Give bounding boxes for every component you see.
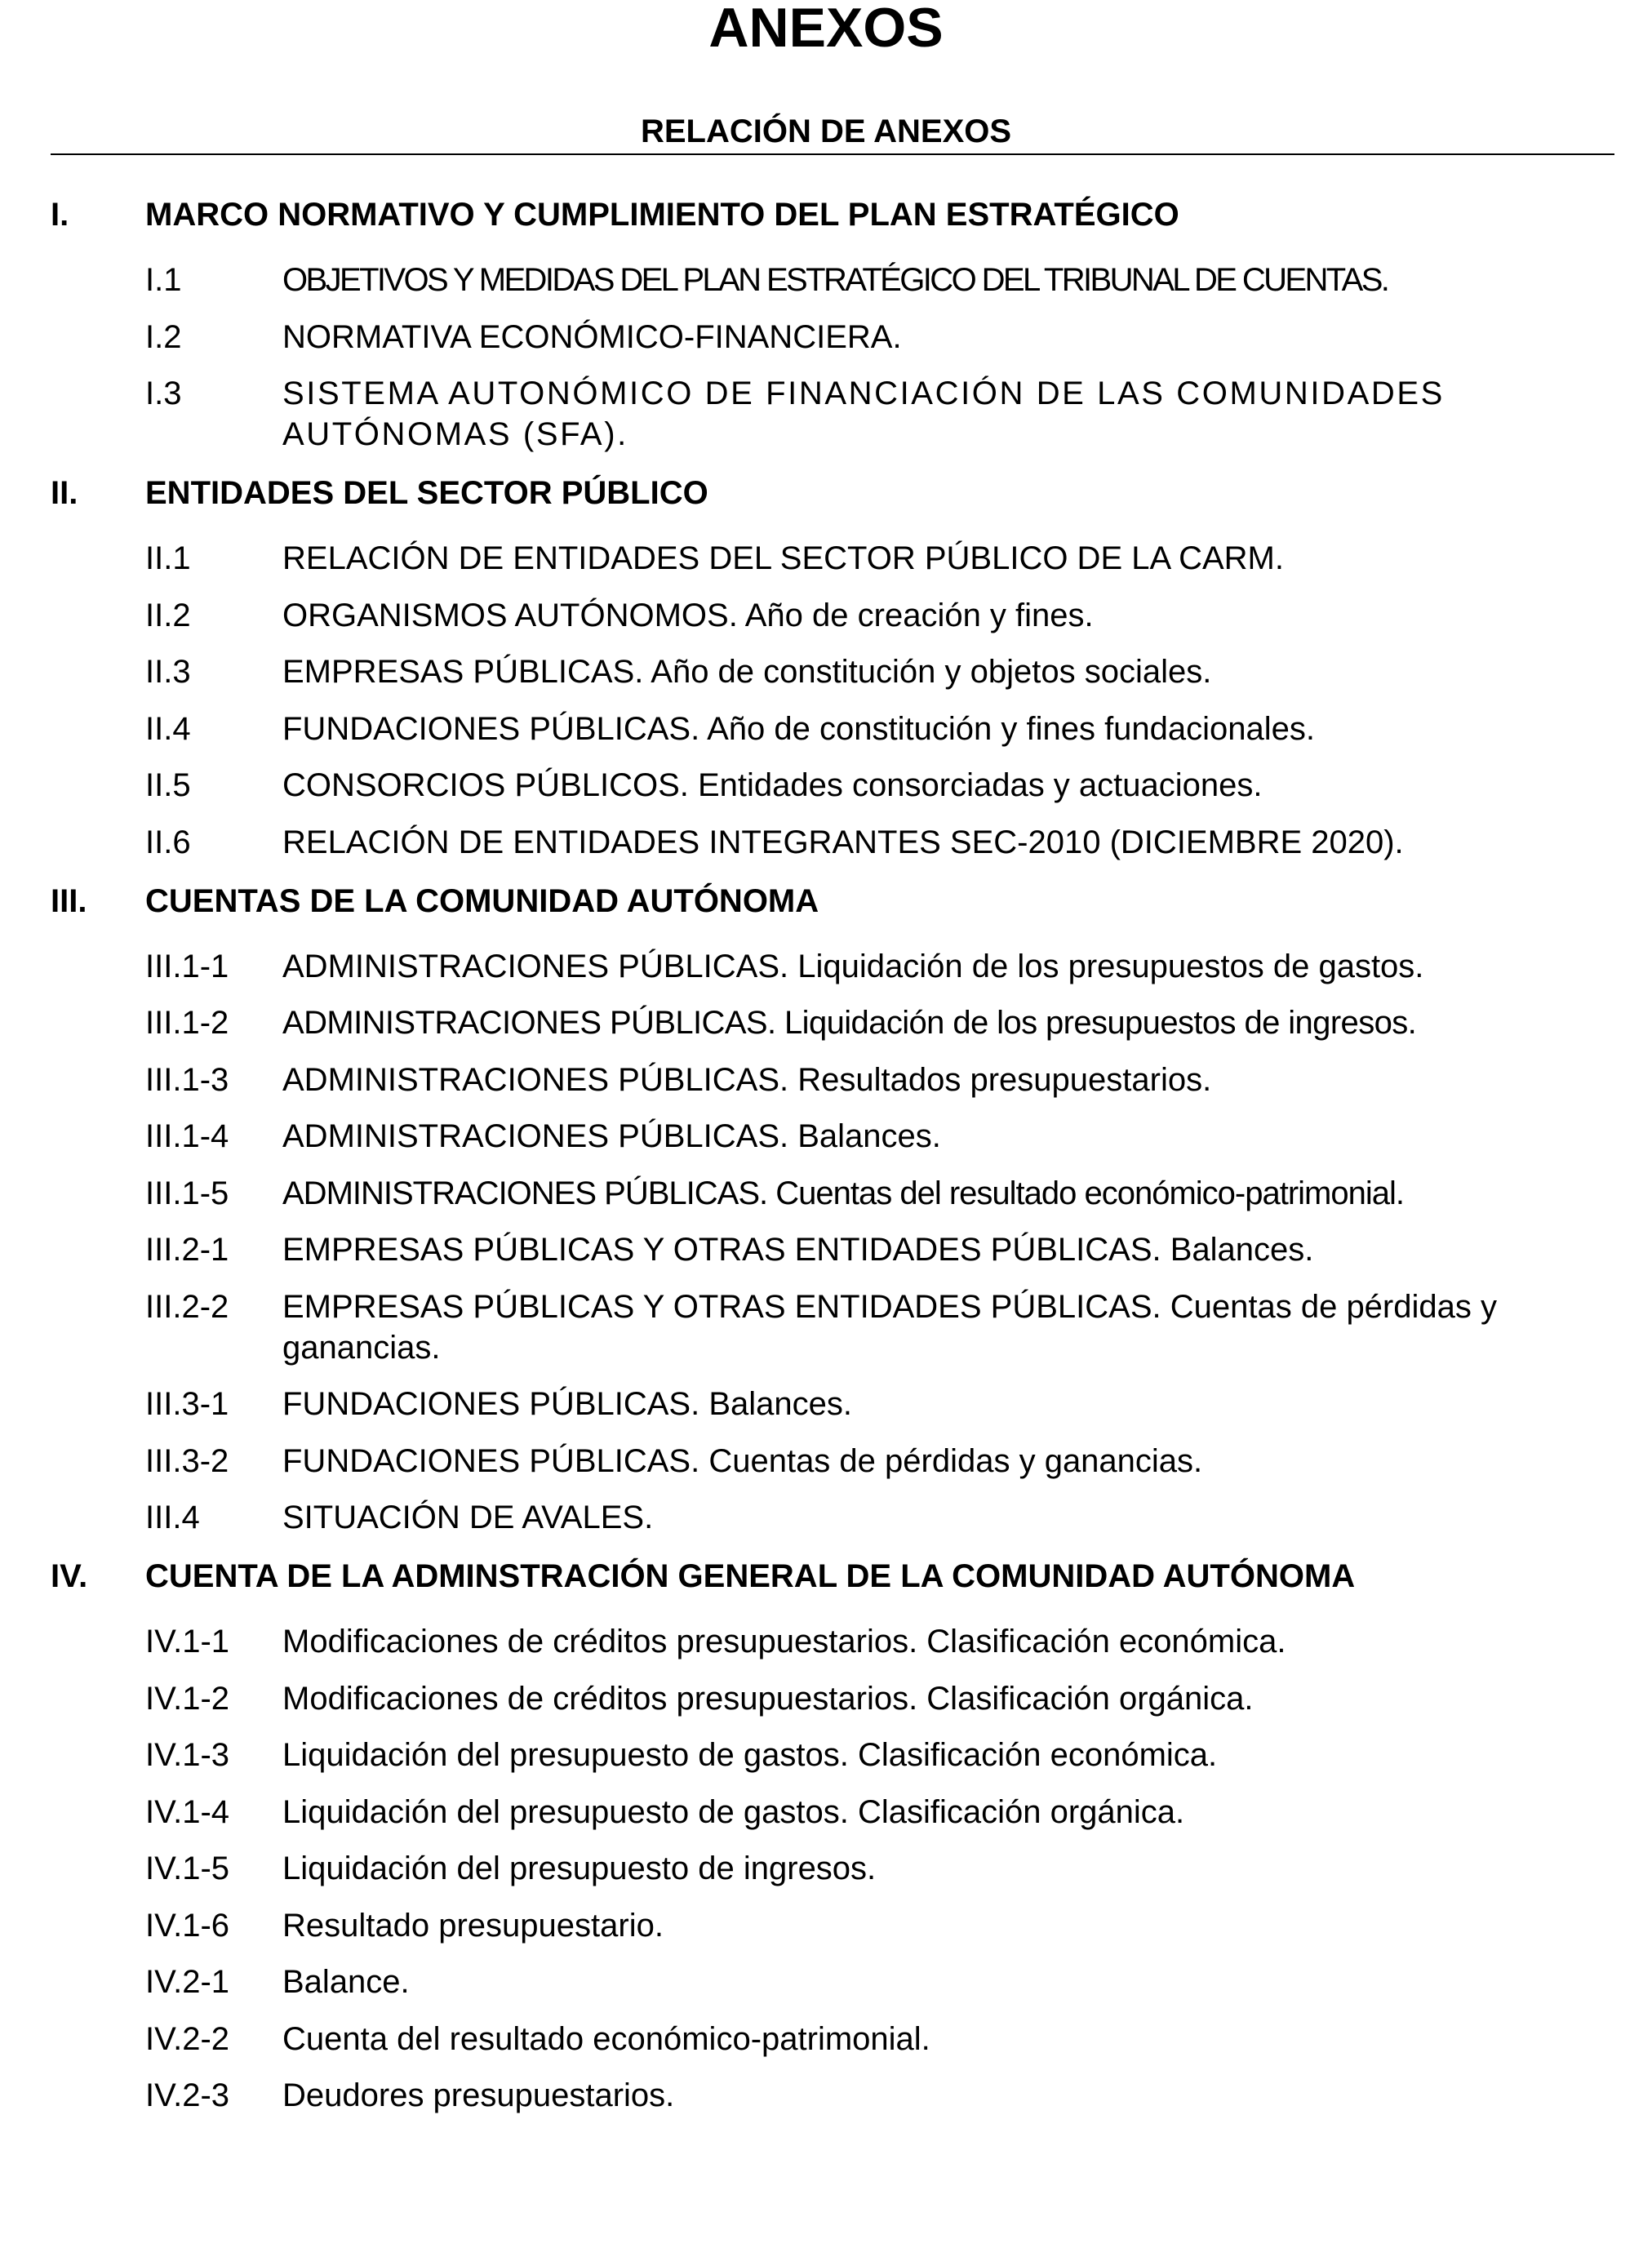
- item-text: RELACIÓN DE ENTIDADES DEL SECTOR PÚBLICO DE LA CARM.: [282, 540, 1284, 576]
- list-item: [145, 1116, 1614, 1157]
- item-code: III.1-3: [145, 1061, 229, 1098]
- item-text: FUNDACIONES PÚBLICAS. Año de constitución y fines fundacionales.: [282, 710, 1316, 747]
- item-code: IV.1-2: [145, 1680, 230, 1717]
- item-text: OBJETIVOS Y MEDIDAS DEL PLAN ESTRATÉGICO DEL TRIBUNAL DE CUENTAS.: [282, 262, 1388, 298]
- item-text: EMPRESAS PÚBLICAS. Año de constitución y objetos sociales.: [282, 654, 1212, 690]
- section-title: ENTIDADES DEL SECTOR PÚBLICO: [145, 475, 708, 511]
- item-text: SITUACIÓN DE AVALES.: [282, 1500, 654, 1535]
- section-iv: [51, 1556, 1614, 2116]
- section-heading: [51, 194, 1614, 235]
- section-heading: [51, 1556, 1614, 1597]
- item-text: Balance.: [282, 1964, 410, 2000]
- item-code: II.1: [145, 540, 191, 576]
- item-code: IV.2-3: [145, 2077, 230, 2113]
- item-text: Resultado presupuestario.: [282, 1907, 664, 1944]
- section-title: CUENTAS DE LA COMUNIDAD AUTÓNOMA: [145, 882, 819, 919]
- item-text: Modificaciones de créditos presupuestarios. Clasificación orgánica.: [282, 1680, 1254, 1717]
- section-number: II.: [51, 475, 78, 511]
- item-text: ADMINISTRACIONES PÚBLICAS. Cuentas del resultado económico-patrimonial.: [282, 1175, 1404, 1211]
- item-code: III.1-4: [145, 1118, 229, 1154]
- list-item: [145, 595, 1614, 636]
- item-code: IV.1-3: [145, 1737, 230, 1773]
- item-code: III.3-2: [145, 1442, 229, 1479]
- page-title: ANEXOS: [708, 0, 944, 59]
- item-text: CONSORCIOS PÚBLICOS. Entidades consorciadas y actuaciones.: [282, 767, 1263, 803]
- section-number: IV.: [51, 1558, 88, 1594]
- list-item: [145, 1002, 1614, 1043]
- item-text: FUNDACIONES PÚBLICAS. Balances.: [282, 1386, 852, 1422]
- list-item: [145, 651, 1614, 692]
- item-code: IV.2-2: [145, 2020, 230, 2057]
- item-code: II.3: [145, 654, 191, 690]
- item-text: ADMINISTRACIONES PÚBLICAS. Balances.: [282, 1118, 941, 1154]
- item-text: ADMINISTRACIONES PÚBLICAS. Liquidación de los presupuestos de gastos.: [282, 948, 1424, 984]
- item-code: III.1-1: [145, 948, 229, 984]
- list-item: [145, 317, 1614, 358]
- section-ii: [51, 473, 1614, 863]
- list-item: [145, 822, 1614, 863]
- list-item: [145, 1384, 1614, 1424]
- section-heading: [51, 473, 1614, 513]
- list-item: [145, 1229, 1614, 1270]
- list-item: [145, 1905, 1614, 1946]
- item-text: ADMINISTRACIONES PÚBLICAS. Resultados presupuestarios.: [282, 1061, 1212, 1098]
- list-item: [145, 538, 1614, 579]
- item-text: Cuenta del resultado económico-patrimonial.: [282, 2020, 930, 2057]
- section-title: MARCO NORMATIVO Y CUMPLIMIENTO DEL PLAN ESTRATÉGICO: [145, 197, 1179, 233]
- list-item: [145, 1792, 1614, 1833]
- item-text: Liquidación del presupuesto de ingresos.: [282, 1851, 877, 1886]
- section-items: [145, 946, 1614, 1539]
- section-number: III.: [51, 882, 87, 919]
- item-code: II.4: [145, 710, 191, 747]
- item-code: III.2-2: [145, 1288, 229, 1325]
- item-code: III.1-2: [145, 1005, 229, 1041]
- title-divider: [51, 153, 1614, 155]
- item-code: III.3-1: [145, 1386, 229, 1422]
- section-heading: [51, 881, 1614, 922]
- item-code: IV.1-5: [145, 1851, 230, 1886]
- item-text: NORMATIVA ECONÓMICO-FINANCIERA.: [282, 318, 902, 355]
- section-items: [145, 260, 1614, 455]
- list-item: [145, 709, 1614, 749]
- item-text: ORGANISMOS AUTÓNOMOS. Año de creación y fines.: [282, 597, 1094, 633]
- list-item: [145, 1848, 1614, 1889]
- section-i: [51, 194, 1614, 455]
- list-item: [145, 2019, 1614, 2059]
- item-code: IV.1-4: [145, 1793, 230, 1830]
- list-item: [145, 2075, 1614, 2116]
- item-code: II.6: [145, 824, 191, 860]
- item-text: Liquidación del presupuesto de gastos. Clasificación orgánica.: [282, 1793, 1185, 1830]
- item-text: RELACIÓN DE ENTIDADES INTEGRANTES SEC-2010 (DICIEMBRE 2020).: [282, 824, 1404, 860]
- item-text: EMPRESAS PÚBLICAS Y OTRAS ENTIDADES PÚBLICAS. Cuentas de pérdidas y ganancias.: [282, 1288, 1497, 1366]
- item-code: I.2: [145, 318, 182, 355]
- list-item: [145, 1678, 1614, 1719]
- section-items: [145, 538, 1614, 863]
- item-text: EMPRESAS PÚBLICAS Y OTRAS ENTIDADES PÚBLICAS. Balances.: [282, 1232, 1314, 1268]
- item-code: III.2-1: [145, 1232, 229, 1268]
- item-code: III.1-5: [145, 1175, 229, 1211]
- list-item: [145, 1286, 1614, 1368]
- item-code: II.2: [145, 597, 191, 633]
- section-items: [145, 1621, 1614, 2116]
- list-item: [145, 260, 1614, 300]
- list-item: [145, 1735, 1614, 1775]
- list-item: [145, 765, 1614, 806]
- list-item: [145, 1962, 1614, 2002]
- list-item: [145, 946, 1614, 987]
- list-item: [145, 1441, 1614, 1482]
- list-item: [145, 1173, 1614, 1214]
- item-code: I.1: [145, 262, 182, 298]
- page-subtitle: RELACIÓN DE ANEXOS: [640, 113, 1012, 149]
- item-code: IV.1-1: [145, 1624, 230, 1660]
- annex-list: [51, 194, 1614, 2134]
- list-item: [145, 1621, 1614, 1662]
- list-item: [145, 373, 1614, 455]
- section-title: CUENTA DE LA ADMINSTRACIÓN GENERAL DE LA COMUNIDAD AUTÓNOMA: [145, 1558, 1356, 1594]
- item-text: ADMINISTRACIONES PÚBLICAS. Liquidación de los presupuestos de ingresos.: [282, 1005, 1417, 1041]
- item-text: Liquidación del presupuesto de gastos. Clasificación económica.: [282, 1737, 1218, 1773]
- item-code: III.4: [145, 1500, 200, 1535]
- list-item: [145, 1060, 1614, 1100]
- item-text: Deudores presupuestarios.: [282, 2077, 675, 2113]
- list-item: [145, 1497, 1614, 1538]
- item-text: FUNDACIONES PÚBLICAS. Cuentas de pérdidas y ganancias.: [282, 1442, 1203, 1479]
- item-text: Modificaciones de créditos presupuestarios. Clasificación económica.: [282, 1624, 1286, 1660]
- item-code: IV.2-1: [145, 1964, 230, 2000]
- item-code: I.3: [145, 375, 182, 411]
- item-code: II.5: [145, 767, 191, 803]
- section-number: I.: [51, 197, 69, 233]
- section-iii: [51, 881, 1614, 1539]
- item-code: IV.1-6: [145, 1907, 230, 1944]
- item-text: SISTEMA AUTONÓMICO DE FINANCIACIÓN DE LAS COMUNIDADES AUTÓNOMAS (SFA).: [282, 375, 1445, 452]
